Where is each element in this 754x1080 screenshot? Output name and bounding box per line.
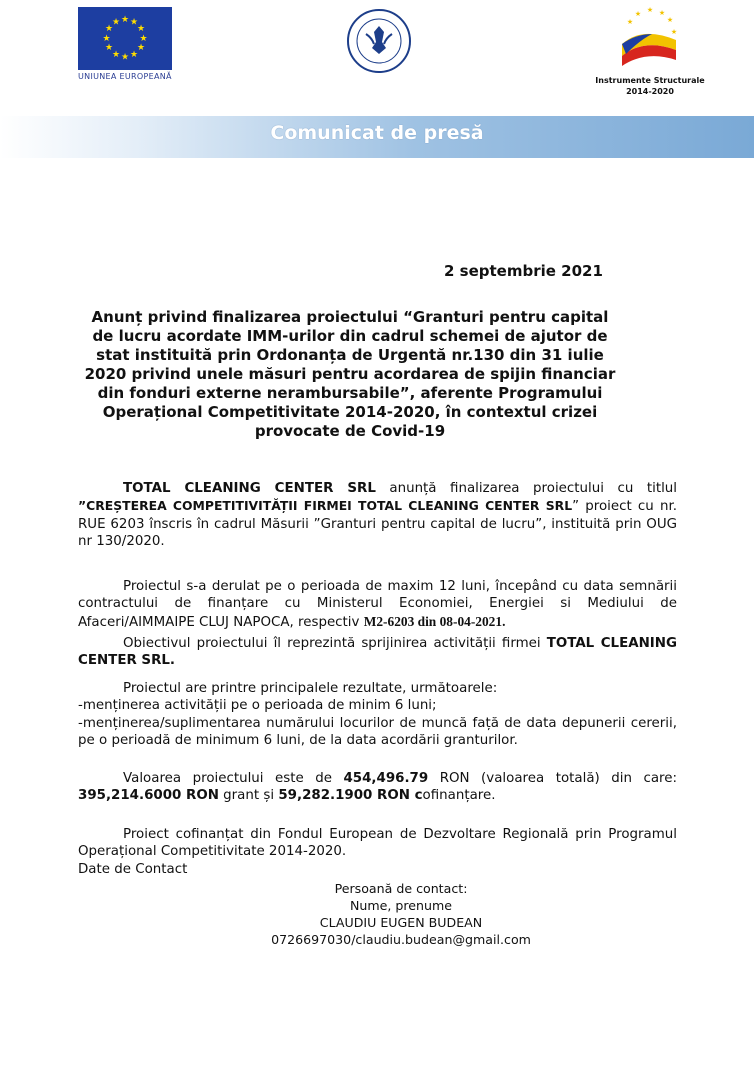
svg-text:★: ★ bbox=[111, 17, 121, 28]
svg-text:★: ★ bbox=[102, 34, 111, 44]
p3-text: Obiectivul proiectului îl reprezintă sprijinirea activității firmei bbox=[123, 636, 547, 651]
p2-text: Proiectul s-a derulat pe o perioada de maxim 12 luni, începând cu data semnării contractului de finanțare cu Ministerul Economiei, Energiei si Mediului de Afaceri/AIMMAIPE CLUJ NAPOCA, respectiv bbox=[78, 579, 677, 630]
p1-text-b: ” proiect cu nr. RUE 6203 înscris în cadrul Măsurii ”Granturi pentru capital de lucru”, instituită prin OUG nr 130/2020. bbox=[78, 499, 677, 550]
p5-text-a: Valoarea proiectului este de bbox=[123, 771, 344, 786]
company-name: TOTAL CLEANING CENTER SRL bbox=[123, 481, 376, 496]
svg-text:★: ★ bbox=[658, 9, 666, 17]
p5-text-c: grant și bbox=[218, 788, 279, 804]
result-item-2: -menținerea/suplimentarea numărului locurilor de muncă față de data depunerii cererii, pe o perioadă de minimum 6 luni, de la data acordării granturilor. bbox=[78, 715, 677, 749]
svg-text:★: ★ bbox=[104, 24, 114, 34]
banner-title: Comunicat de presă bbox=[270, 122, 484, 144]
is-label-line2: 2014-2020 bbox=[626, 87, 674, 96]
paragraph-objective bbox=[78, 635, 677, 670]
release-date: 2 septembrie 2021 bbox=[444, 262, 603, 280]
project-title: ”CREȘTEREA COMPETITIVITĂȚII FIRMEI TOTAL CLEANING CENTER SRL bbox=[78, 498, 573, 514]
eu-label: UNIUNEA EUROPEANĂ bbox=[78, 72, 172, 81]
cofinancing-value: 59,282.1900 RON c bbox=[278, 788, 423, 804]
paragraph-announcement bbox=[78, 480, 677, 551]
structural-instruments-label bbox=[594, 75, 706, 97]
is-label-line1: Instrumente Structurale bbox=[595, 76, 705, 85]
paragraph-results bbox=[78, 680, 677, 750]
government-seal-logo bbox=[346, 8, 412, 74]
structural-instruments-logo bbox=[612, 4, 686, 72]
paragraph-value bbox=[78, 770, 677, 805]
svg-text:★: ★ bbox=[120, 15, 130, 25]
contact-block bbox=[226, 880, 576, 948]
contact-label: Persoană de contact: bbox=[334, 881, 468, 896]
result-item-1: -menținerea activității pe o perioada de minim 6 luni; bbox=[78, 698, 437, 714]
svg-text:★: ★ bbox=[111, 50, 121, 60]
svg-text:★: ★ bbox=[129, 17, 139, 28]
contact-name: CLAUDIU EUGEN BUDEAN bbox=[319, 915, 483, 930]
results-intro: Proiectul are printre principalele rezultate, următoarele: bbox=[123, 681, 498, 696]
paragraph-cofinancing bbox=[78, 826, 677, 878]
contract-number: M2-6203 din 08-04-2021. bbox=[363, 613, 506, 629]
contact-name-label: Nume, prenume bbox=[349, 898, 453, 913]
p1-text-a: anunță finalizarea proiectului cu titlul bbox=[375, 481, 678, 496]
paragraph-duration bbox=[78, 578, 677, 631]
svg-text:★: ★ bbox=[634, 10, 642, 18]
svg-text:★: ★ bbox=[129, 50, 139, 60]
svg-text:★: ★ bbox=[136, 24, 146, 34]
headline: Anunț privind finalizarea proiectului “Granturi pentru capital de lucru acordate IMM-urilor din cadrul schemei de ajutor de stat instituită prin Ordonanța de Urgentă nr.130 din 31 iulie 2020 privind unele măsuri pentru acordarea de spijin financiar din fonduri externe nerambursabile”, aferente Programului Operațional Competitivitate 2014-2020, în contextul crizei provocate de Covid-19 bbox=[84, 308, 616, 440]
total-value: 454,496.79 bbox=[343, 771, 429, 786]
svg-text:★: ★ bbox=[646, 6, 654, 14]
contact-data-label: Date de Contact bbox=[78, 861, 188, 877]
grant-value: 395,214.6000 RON bbox=[78, 788, 219, 804]
svg-text:★: ★ bbox=[104, 43, 114, 53]
svg-text:★: ★ bbox=[670, 28, 678, 36]
svg-text:★: ★ bbox=[136, 43, 146, 53]
p5-text-d: ofinanțare. bbox=[422, 788, 496, 804]
contact-details: 0726697030/claudiu.budean@gmail.com bbox=[271, 932, 531, 947]
p5-text-b: RON (valoarea totală) din care: bbox=[428, 771, 677, 786]
svg-text:★: ★ bbox=[120, 52, 130, 63]
cofinancing-statement: Proiect cofinanțat din Fondul European de Dezvoltare Regională prin Programul Operațional Competitivitate 2014-2020. bbox=[78, 827, 677, 860]
svg-text:★: ★ bbox=[626, 18, 634, 26]
objective-company: TOTAL CLEANING CENTER SRL. bbox=[78, 636, 677, 669]
eu-flag-logo bbox=[78, 7, 172, 70]
svg-text:★: ★ bbox=[139, 34, 148, 44]
svg-text:★: ★ bbox=[666, 16, 674, 24]
